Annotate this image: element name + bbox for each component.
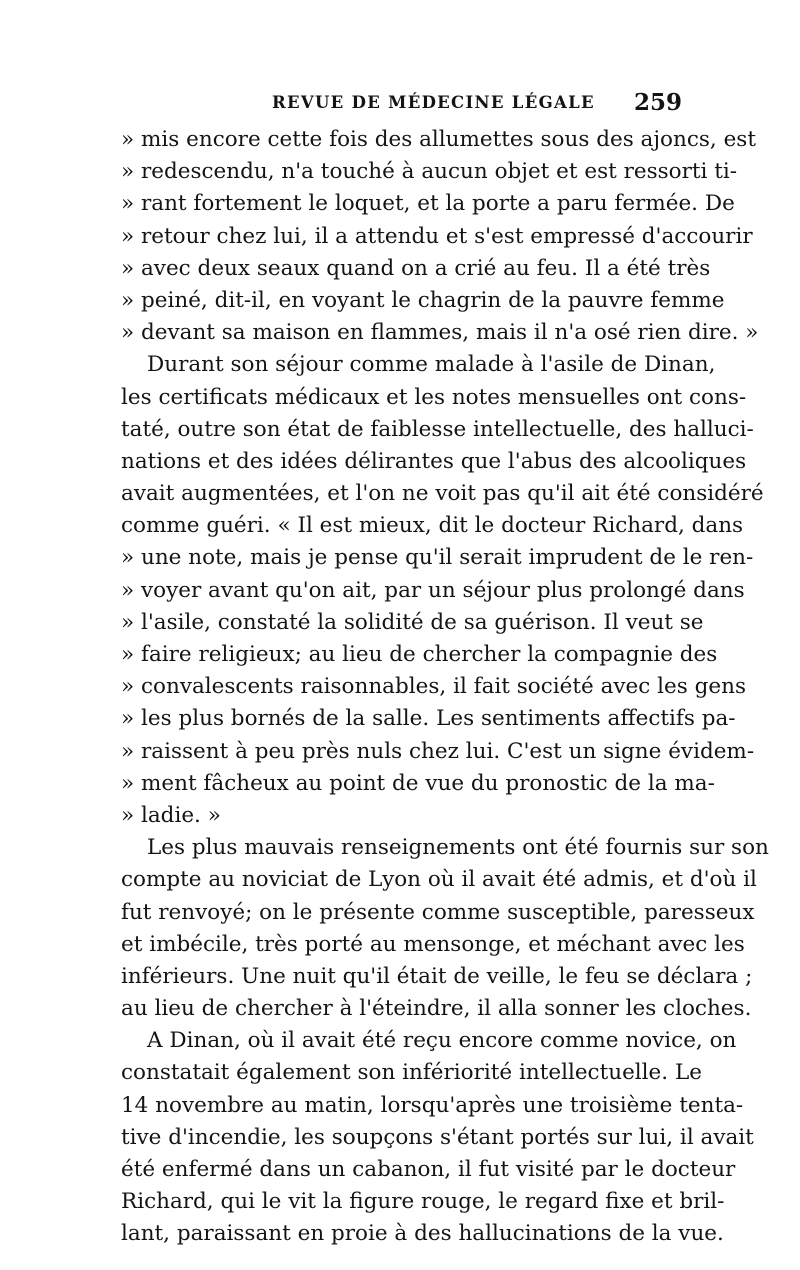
text-line: constatait également son infériorité intellectuelle. Le [121, 1060, 702, 1086]
text-line: » voyer avant qu'on ait, par un séjour plus prolongé dans [121, 577, 745, 603]
text-line: » ment fâcheux au point de vue du pronostic de la ma- [121, 770, 715, 796]
text-line: compte au noviciat de Lyon où il avait été admis, et d'où il [121, 867, 757, 893]
text-line: Durant son séjour comme malade à l'asile de Dinan, [147, 352, 716, 378]
text-line: tive d'incendie, les soupçons s'étant portés sur lui, il avait [121, 1124, 754, 1150]
text-line: nations et des idées délirantes que l'abus des alcooliques [121, 448, 747, 474]
text-line: » mis encore cette fois des allumettes sous des ajoncs, est [121, 127, 756, 152]
text-line: » peiné, dit-il, en voyant le chagrin de la pauvre femme [121, 287, 725, 313]
text-line: » devant sa maison en flammes, mais il n'a osé rien dire. » [121, 320, 759, 346]
text-line: » redescendu, n'a touché à aucun objet et est ressorti ti- [121, 159, 737, 185]
text-line: » avec deux seaux quand on a crié au feu. Il a été très [121, 255, 711, 281]
running-title: REVUE DE MÉDECINE LÉGALE [272, 93, 595, 112]
page-number: 259 [633, 89, 682, 116]
text-line: » rant fortement le loquet, et la porte a paru fermée. De [121, 191, 735, 217]
text-line: lant, paraissant en proie à des hallucinations de la vue. [121, 1221, 724, 1247]
running-head [122, 89, 682, 121]
text-line: été enfermé dans un cabanon, il fut visité par le docteur [121, 1157, 736, 1182]
text-line: » retour chez lui, il a attendu et s'est empressé d'accourir [121, 223, 753, 249]
text-line: » raissent à peu près nuls chez lui. C'est un signe évidem- [121, 738, 755, 764]
text-line: les certificats médicaux et les notes mensuelles ont cons- [121, 384, 747, 410]
text-line: » faire religieux; au lieu de chercher la compagnie des [121, 642, 718, 667]
text-line: Richard, qui le vit la figure rouge, le regard fixe et bril- [121, 1189, 725, 1215]
text-line: avait augmentées, et l'on ne voit pas qu'il ait été considéré [121, 481, 764, 507]
text-line: au lieu de chercher à l'éteindre, il alla sonner les cloches. [121, 996, 752, 1022]
text-line: 14 novembre au matin, lorsqu'après une troisième tenta- [121, 1092, 744, 1118]
text-line: » convalescents raisonnables, il fait société avec les gens [121, 674, 746, 700]
text-line: inférieurs. Une nuit qu'il était de veille, le feu se déclara ; [121, 963, 753, 989]
text-line: et imbécile, très porté au mensonge, et méchant avec les [121, 931, 745, 957]
body-text [121, 124, 769, 1251]
text-line: fut renvoyé; on le présente comme susceptible, paresseux [121, 899, 755, 925]
text-line: taté, outre son état de faiblesse intellectuelle, des halluci- [121, 416, 754, 442]
text-line: » une note, mais je pense qu'il serait imprudent de le ren- [121, 545, 754, 571]
text-line: » les plus bornés de la salle. Les sentiments affectifs pa- [121, 706, 736, 732]
text-line: comme guéri. « Il est mieux, dit le docteur Richard, dans [121, 513, 744, 539]
text-line: » l'asile, constaté la solidité de sa guérison. Il veut se [121, 609, 704, 635]
text-line: Les plus mauvais renseignements ont été fournis sur son [147, 835, 769, 861]
text-line: A Dinan, où il avait été reçu encore comme novice, on [147, 1028, 737, 1054]
text-line: » ladie. » [121, 802, 221, 828]
